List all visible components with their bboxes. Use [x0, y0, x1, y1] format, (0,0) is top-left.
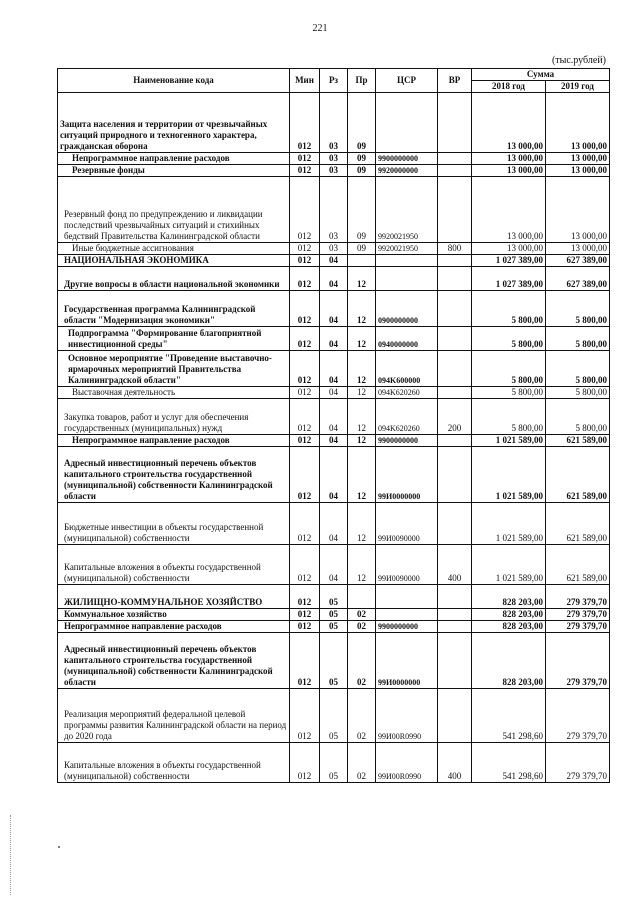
row-name: Выставочная деятельность [58, 387, 290, 399]
row-vr [438, 267, 472, 291]
table-row [58, 291, 610, 327]
row-pr: 12 [348, 327, 376, 351]
row-min: 012 [290, 621, 320, 633]
row-rz: 04 [320, 267, 348, 291]
row-rz: 03 [320, 93, 348, 153]
row-csr: 99И00R0990 [376, 743, 438, 783]
row-csr [376, 255, 438, 267]
table-row [58, 243, 610, 255]
row-rz: 05 [320, 633, 348, 689]
row-rz: 04 [320, 399, 348, 435]
row-pr: 02 [348, 621, 376, 633]
row-vr [438, 633, 472, 689]
row-vr [438, 165, 472, 177]
budget-table [57, 68, 610, 783]
row-amount-2019: 5 800,00 [546, 387, 610, 399]
row-vr: 400 [438, 545, 472, 585]
margin-marks [10, 815, 14, 895]
table-row [58, 399, 610, 435]
row-vr [438, 585, 472, 609]
row-min: 012 [290, 633, 320, 689]
row-name: Подпрограмма "Формирование благоприятной инвестиционной среды" [58, 327, 290, 351]
row-csr [376, 585, 438, 609]
row-vr [438, 447, 472, 503]
row-csr: 094K620260 [376, 399, 438, 435]
row-csr: 99И0090000 [376, 503, 438, 545]
table-row [58, 435, 610, 447]
table-row [58, 503, 610, 545]
row-rz: 03 [320, 243, 348, 255]
table-body [58, 93, 610, 783]
row-pr: 12 [348, 387, 376, 399]
row-name: НАЦИОНАЛЬНАЯ ЭКОНОМИКА [58, 255, 290, 267]
row-amount-2019: 621 589,00 [546, 545, 610, 585]
row-name: Адресный инвестиционный перечень объектов капитального строительства государственной (муниципальной) собственности Калининградской области [58, 633, 290, 689]
row-rz: 05 [320, 609, 348, 621]
row-rz: 04 [320, 291, 348, 327]
row-name: Капитальные вложения в объекты государственной (муниципальной) собственности [58, 743, 290, 783]
row-csr: 0940000000 [376, 327, 438, 351]
table-row [58, 93, 610, 153]
row-amount-2018: 5 800,00 [472, 327, 546, 351]
table-row [58, 165, 610, 177]
table-row [58, 545, 610, 585]
row-csr: 99И0090000 [376, 545, 438, 585]
row-csr: 0900000000 [376, 291, 438, 327]
row-amount-2018: 1 021 589,00 [472, 435, 546, 447]
row-min: 012 [290, 545, 320, 585]
row-vr [438, 621, 472, 633]
table-row [58, 609, 610, 621]
row-amount-2019: 13 000,00 [546, 177, 610, 243]
row-pr: 12 [348, 399, 376, 435]
row-pr: 12 [348, 267, 376, 291]
row-rz: 05 [320, 743, 348, 783]
row-min: 012 [290, 255, 320, 267]
row-min: 012 [290, 609, 320, 621]
table-row [58, 351, 610, 387]
row-amount-2018: 1 021 589,00 [472, 545, 546, 585]
row-vr: 200 [438, 399, 472, 435]
row-vr [438, 503, 472, 545]
row-min: 012 [290, 503, 320, 545]
row-pr: 02 [348, 689, 376, 743]
units-label: (тыс.рублей) [551, 55, 606, 66]
row-csr: 9920021950 [376, 177, 438, 243]
table-row [58, 267, 610, 291]
row-min: 012 [290, 93, 320, 153]
row-rz: 05 [320, 689, 348, 743]
row-name: Непрограммное направление расходов [58, 153, 290, 165]
row-min: 012 [290, 291, 320, 327]
row-rz: 03 [320, 153, 348, 165]
row-amount-2018: 13 000,00 [472, 177, 546, 243]
table-row [58, 585, 610, 609]
row-name: Основное мероприятие "Проведение выставочно-ярмарочных мероприятий Правительства Калининградской области" [58, 351, 290, 387]
row-amount-2018: 1 021 589,00 [472, 447, 546, 503]
row-rz: 05 [320, 585, 348, 609]
row-rz: 04 [320, 255, 348, 267]
header-row-top [58, 69, 610, 81]
row-amount-2018: 5 800,00 [472, 351, 546, 387]
header-rz: Рз [320, 69, 348, 93]
table-row [58, 743, 610, 783]
row-pr: 12 [348, 291, 376, 327]
row-pr: 02 [348, 743, 376, 783]
row-amount-2018: 541 298,60 [472, 743, 546, 783]
row-pr: 02 [348, 633, 376, 689]
row-amount-2019: 5 800,00 [546, 291, 610, 327]
row-min: 012 [290, 267, 320, 291]
row-name: Реализация мероприятий федеральной целевой программы развития Калининградской области на период до 2020 года [58, 689, 290, 743]
header-name: Наименование кода [58, 69, 290, 93]
row-amount-2019: 279 379,70 [546, 609, 610, 621]
row-amount-2018: 828 203,00 [472, 609, 546, 621]
row-min: 012 [290, 435, 320, 447]
row-amount-2018: 5 800,00 [472, 291, 546, 327]
row-amount-2019: 5 800,00 [546, 399, 610, 435]
row-name: Адресный инвестиционный перечень объектов капитального строительства государственной (муниципальной) собственности Калининградской области [58, 447, 290, 503]
row-amount-2019: 13 000,00 [546, 165, 610, 177]
header-vr: ВР [438, 69, 472, 93]
row-name: Коммунальное хозяйство [58, 609, 290, 621]
row-vr [438, 351, 472, 387]
row-csr: 9900000000 [376, 435, 438, 447]
row-pr: 12 [348, 503, 376, 545]
row-name: Непрограммное направление расходов [58, 435, 290, 447]
row-vr [438, 153, 472, 165]
row-amount-2019: 279 379,70 [546, 743, 610, 783]
row-amount-2018: 13 000,00 [472, 243, 546, 255]
row-csr: 99И0000000 [376, 633, 438, 689]
table-row [58, 327, 610, 351]
row-min: 012 [290, 387, 320, 399]
table-row [58, 633, 610, 689]
table-row [58, 621, 610, 633]
header-year-2019: 2019 год [546, 81, 610, 93]
row-csr: 9900000000 [376, 621, 438, 633]
row-vr [438, 609, 472, 621]
row-amount-2018: 1 021 589,00 [472, 503, 546, 545]
row-amount-2019: 13 000,00 [546, 153, 610, 165]
row-amount-2018: 13 000,00 [472, 153, 546, 165]
row-rz: 04 [320, 447, 348, 503]
row-vr [438, 93, 472, 153]
row-amount-2019: 279 379,70 [546, 621, 610, 633]
row-rz: 05 [320, 621, 348, 633]
row-min: 012 [290, 165, 320, 177]
row-name: Бюджетные инвестиции в объекты государственной (муниципальной) собственности [58, 503, 290, 545]
row-name: Закупка товаров, работ и услуг для обеспечения государственных (муниципальных) нужд [58, 399, 290, 435]
row-vr [438, 327, 472, 351]
page-number: 221 [312, 23, 328, 34]
row-name: Другие вопросы в области национальной экономики [58, 267, 290, 291]
row-rz: 04 [320, 351, 348, 387]
row-name: Капитальные вложения в объекты государственной (муниципальной) собственности [58, 545, 290, 585]
row-name: ЖИЛИЩНО-КОММУНАЛЬНОЕ ХОЗЯЙСТВО [58, 585, 290, 609]
row-csr: 9900000000 [376, 153, 438, 165]
row-csr: 094K600000 [376, 351, 438, 387]
table-row [58, 689, 610, 743]
row-amount-2018: 1 027 389,00 [472, 255, 546, 267]
row-name: Защита населения и территории от чрезвычайных ситуаций природного и техногенного характера, гражданская оборона [58, 93, 290, 153]
table-row [58, 387, 610, 399]
row-rz: 04 [320, 435, 348, 447]
row-pr: 09 [348, 93, 376, 153]
row-min: 012 [290, 177, 320, 243]
row-amount-2019: 627 389,00 [546, 267, 610, 291]
row-amount-2018: 5 800,00 [472, 399, 546, 435]
row-csr: 094K620260 [376, 387, 438, 399]
header-sum: Сумма [472, 69, 610, 81]
scan-dot [58, 846, 60, 848]
header-pr: Пр [348, 69, 376, 93]
row-csr: 9920021950 [376, 243, 438, 255]
row-pr: 12 [348, 545, 376, 585]
row-vr [438, 255, 472, 267]
row-amount-2019: 279 379,70 [546, 689, 610, 743]
table-row [58, 255, 610, 267]
row-amount-2019: 279 379,70 [546, 585, 610, 609]
row-rz: 04 [320, 327, 348, 351]
row-amount-2019: 621 589,00 [546, 435, 610, 447]
row-pr: 09 [348, 243, 376, 255]
table-row [58, 177, 610, 243]
row-name: Иные бюджетные ассигнования [58, 243, 290, 255]
row-amount-2018: 541 298,60 [472, 689, 546, 743]
row-pr [348, 585, 376, 609]
row-amount-2019: 627 389,00 [546, 255, 610, 267]
row-pr: 09 [348, 153, 376, 165]
row-min: 012 [290, 243, 320, 255]
row-rz: 04 [320, 387, 348, 399]
header-year-2018: 2018 год [472, 81, 546, 93]
row-vr [438, 177, 472, 243]
row-csr [376, 609, 438, 621]
row-vr: 400 [438, 743, 472, 783]
row-name: Государственная программа Калининградской области "Модернизация экономики" [58, 291, 290, 327]
row-rz: 04 [320, 503, 348, 545]
row-amount-2019: 279 379,70 [546, 633, 610, 689]
row-rz: 03 [320, 177, 348, 243]
row-vr [438, 291, 472, 327]
row-amount-2018: 828 203,00 [472, 621, 546, 633]
row-csr: 99И0000000 [376, 447, 438, 503]
row-csr: 99И00R0990 [376, 689, 438, 743]
row-amount-2019: 13 000,00 [546, 93, 610, 153]
row-vr [438, 387, 472, 399]
header-min: Мин [290, 69, 320, 93]
row-csr [376, 267, 438, 291]
row-vr [438, 689, 472, 743]
row-name: Резервные фонды [58, 165, 290, 177]
row-pr: 09 [348, 177, 376, 243]
row-rz: 04 [320, 545, 348, 585]
row-pr: 02 [348, 609, 376, 621]
row-amount-2018: 5 800,00 [472, 387, 546, 399]
row-min: 012 [290, 447, 320, 503]
row-csr: 9920000000 [376, 165, 438, 177]
row-amount-2018: 828 203,00 [472, 633, 546, 689]
row-min: 012 [290, 743, 320, 783]
row-rz: 03 [320, 165, 348, 177]
row-amount-2018: 13 000,00 [472, 93, 546, 153]
row-min: 012 [290, 585, 320, 609]
row-amount-2018: 828 203,00 [472, 585, 546, 609]
table-row [58, 447, 610, 503]
row-amount-2018: 1 027 389,00 [472, 267, 546, 291]
row-pr: 12 [348, 447, 376, 503]
row-csr [376, 93, 438, 153]
row-min: 012 [290, 153, 320, 165]
row-min: 012 [290, 399, 320, 435]
row-amount-2019: 5 800,00 [546, 351, 610, 387]
row-name: Резервный фонд по предупреждению и ликвидации последствий чрезвычайных ситуаций и стихийных бедствий Правительства Калининградской области [58, 177, 290, 243]
row-pr [348, 255, 376, 267]
row-name: Непрограммное направление расходов [58, 621, 290, 633]
row-amount-2019: 621 589,00 [546, 447, 610, 503]
row-amount-2018: 13 000,00 [472, 165, 546, 177]
row-pr: 12 [348, 351, 376, 387]
row-vr: 800 [438, 243, 472, 255]
row-vr [438, 435, 472, 447]
row-amount-2019: 13 000,00 [546, 243, 610, 255]
row-pr: 12 [348, 435, 376, 447]
row-min: 012 [290, 351, 320, 387]
row-amount-2019: 5 800,00 [546, 327, 610, 351]
header-csr: ЦСР [376, 69, 438, 93]
row-min: 012 [290, 327, 320, 351]
row-min: 012 [290, 689, 320, 743]
row-pr: 09 [348, 165, 376, 177]
row-amount-2019: 621 589,00 [546, 503, 610, 545]
table-row [58, 153, 610, 165]
